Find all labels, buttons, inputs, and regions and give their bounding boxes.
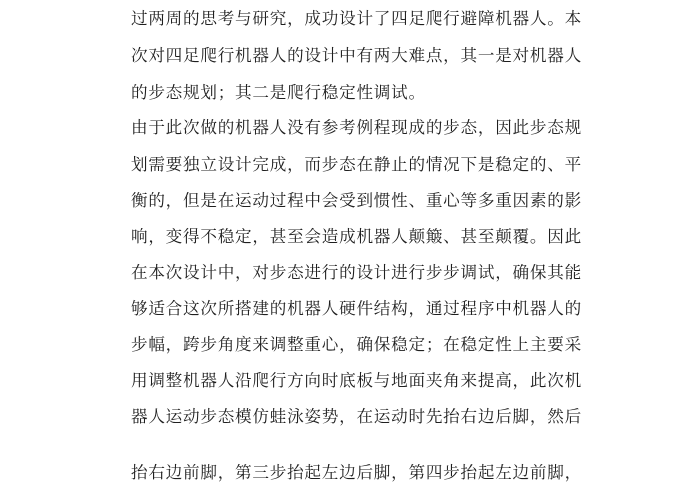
- paragraph-line: 器人运动步态模仿蛙泳姿势，在运动时先抬右边后脚，然后: [131, 407, 582, 426]
- paragraph-line: 够适合这次所搭建的机器人硬件结构，通过程序中机器人的: [131, 299, 582, 318]
- paragraph-line: 划需要独立设计完成，而步态在静止的情况下是稳定的、平: [131, 155, 582, 174]
- paragraph-line: 抬右边前脚，第三步抬起左边后脚，第四步抬起左边前脚，: [131, 463, 582, 482]
- paragraph-line: 步幅，跨步角度来调整重心，确保稳定；在稳定性上主要采: [131, 335, 582, 354]
- paragraph-line: 用调整机器人沿爬行方向时底板与地面夹角来提高，此次机: [131, 371, 582, 390]
- paragraph-line: 过两周的思考与研究，成功设计了四足爬行避障机器人。本: [131, 9, 582, 28]
- paragraph-line: 衡的，但是在运动过程中会受到惯性、重心等多重因素的影: [131, 191, 582, 210]
- paragraph-line: 在本次设计中，对步态进行的设计进行步步调试，确保其能: [131, 263, 582, 282]
- paragraph-line: 响，变得不稳定，甚至会造成机器人颠簸、甚至颠覆。因此: [131, 227, 582, 246]
- paragraph-line: 的步态规划；其二是爬行稳定性调试。: [131, 83, 426, 102]
- paragraph-line: 次对四足爬行机器人的设计中有两大难点，其一是对机器人: [131, 46, 582, 65]
- paragraph-line: 由于此次做的机器人没有参考例程现成的步态，因此步态规: [131, 118, 582, 137]
